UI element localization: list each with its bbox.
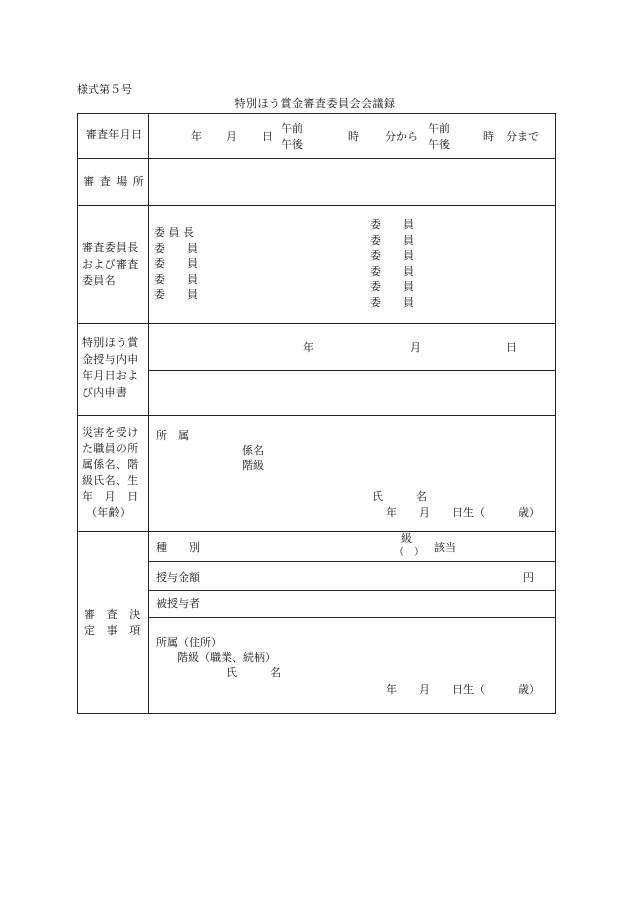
award-grade: 級 xyxy=(401,532,412,545)
members-label-line: 審査委員長 xyxy=(82,241,139,254)
end-pm: 午後 xyxy=(428,138,450,151)
member-entry: 委 員 xyxy=(154,272,198,286)
victim-section: 係名 xyxy=(242,444,264,457)
date-month: 月 xyxy=(226,130,237,143)
award-grade-paren: （ ） xyxy=(394,547,424,558)
award-type-label: 種 別 xyxy=(156,541,200,554)
application-label-line: 金授与内申 xyxy=(82,352,139,366)
victim-name: 氏 名 xyxy=(372,490,427,503)
victim-label-line: た職員の所 xyxy=(82,442,139,455)
victim-label-line: 級氏名、生 xyxy=(82,474,139,487)
date-day: 日 xyxy=(262,130,273,143)
victim-label-line: 属係名、階 xyxy=(82,458,139,471)
member-entry: 委 員 xyxy=(370,249,414,262)
victim-birth: 年 月 日生（ 歳） xyxy=(386,506,540,519)
award-applicable: 該当 xyxy=(434,541,456,554)
victim-label xyxy=(82,425,152,521)
member-entry: 委 員 xyxy=(154,241,198,255)
row-divider-recipient xyxy=(149,617,556,618)
members-label xyxy=(82,240,152,290)
row-divider-type xyxy=(149,561,556,562)
recipient-label: 被授与者 xyxy=(156,597,200,610)
members-label-line: 委員名 xyxy=(82,274,116,287)
start-am: 午前 xyxy=(281,122,303,135)
recipient-rank: 階級（職業、続柄） xyxy=(177,651,276,664)
members-left-list xyxy=(154,225,198,303)
row-divider-amount xyxy=(149,590,556,591)
document-title: 特別ほう賞金審査委員会会議録 xyxy=(234,97,396,110)
end-minute-to: 分まで xyxy=(506,130,539,143)
victim-affiliation: 所 属 xyxy=(156,429,189,442)
member-chair: 委 員 長 xyxy=(154,226,194,239)
member-entry: 委 員 xyxy=(154,257,198,270)
members-label-line: および審査 xyxy=(82,257,139,271)
end-hour: 時 xyxy=(483,130,494,143)
member-entry: 委 員 xyxy=(370,218,414,231)
members-right-list xyxy=(370,217,414,310)
member-entry: 委 員 xyxy=(370,280,414,293)
victim-label-line: 災害を受け xyxy=(82,426,139,439)
row-divider-application-inner xyxy=(149,370,556,371)
start-pm: 午後 xyxy=(281,138,303,151)
recipient-birth: 年 月 日生（ 歳） xyxy=(386,683,540,696)
victim-rank: 階級 xyxy=(242,459,264,472)
application-label xyxy=(82,335,152,401)
member-entry: 委 員 xyxy=(370,264,414,278)
start-minute-from: 分から xyxy=(385,130,418,143)
application-year: 年 xyxy=(303,341,314,354)
recipient-affiliation: 所属（住所） xyxy=(156,636,222,649)
recipient-name: 氏 名 xyxy=(226,666,281,679)
date-label: 審査年月日 xyxy=(85,128,143,141)
victim-label-line: （年齢） xyxy=(86,506,132,519)
decision-label xyxy=(84,607,154,639)
start-hour: 時 xyxy=(348,130,359,143)
place-label: 審 査 場 所 xyxy=(83,175,145,188)
application-month: 月 xyxy=(410,341,421,354)
award-yen: 円 xyxy=(523,571,534,584)
member-entry: 委 員 xyxy=(370,233,414,247)
member-entry: 委 員 xyxy=(154,288,198,301)
date-year: 年 xyxy=(191,130,202,143)
end-am: 午前 xyxy=(428,122,450,135)
application-label-line: 特別ほう賞 xyxy=(82,336,139,349)
application-label-line: び内申書 xyxy=(82,385,128,399)
decision-label-line: 定 事 項 xyxy=(84,624,141,637)
victim-label-line: 年 月 日 xyxy=(82,490,139,503)
award-amount-label: 授与金額 xyxy=(156,571,200,584)
application-label-line: 年月日およ xyxy=(82,369,139,382)
application-day: 日 xyxy=(506,341,517,354)
decision-label-line: 審 査 決 xyxy=(84,608,141,621)
member-entry: 委 員 xyxy=(370,295,414,309)
form-number: 様式第５号 xyxy=(77,83,132,96)
